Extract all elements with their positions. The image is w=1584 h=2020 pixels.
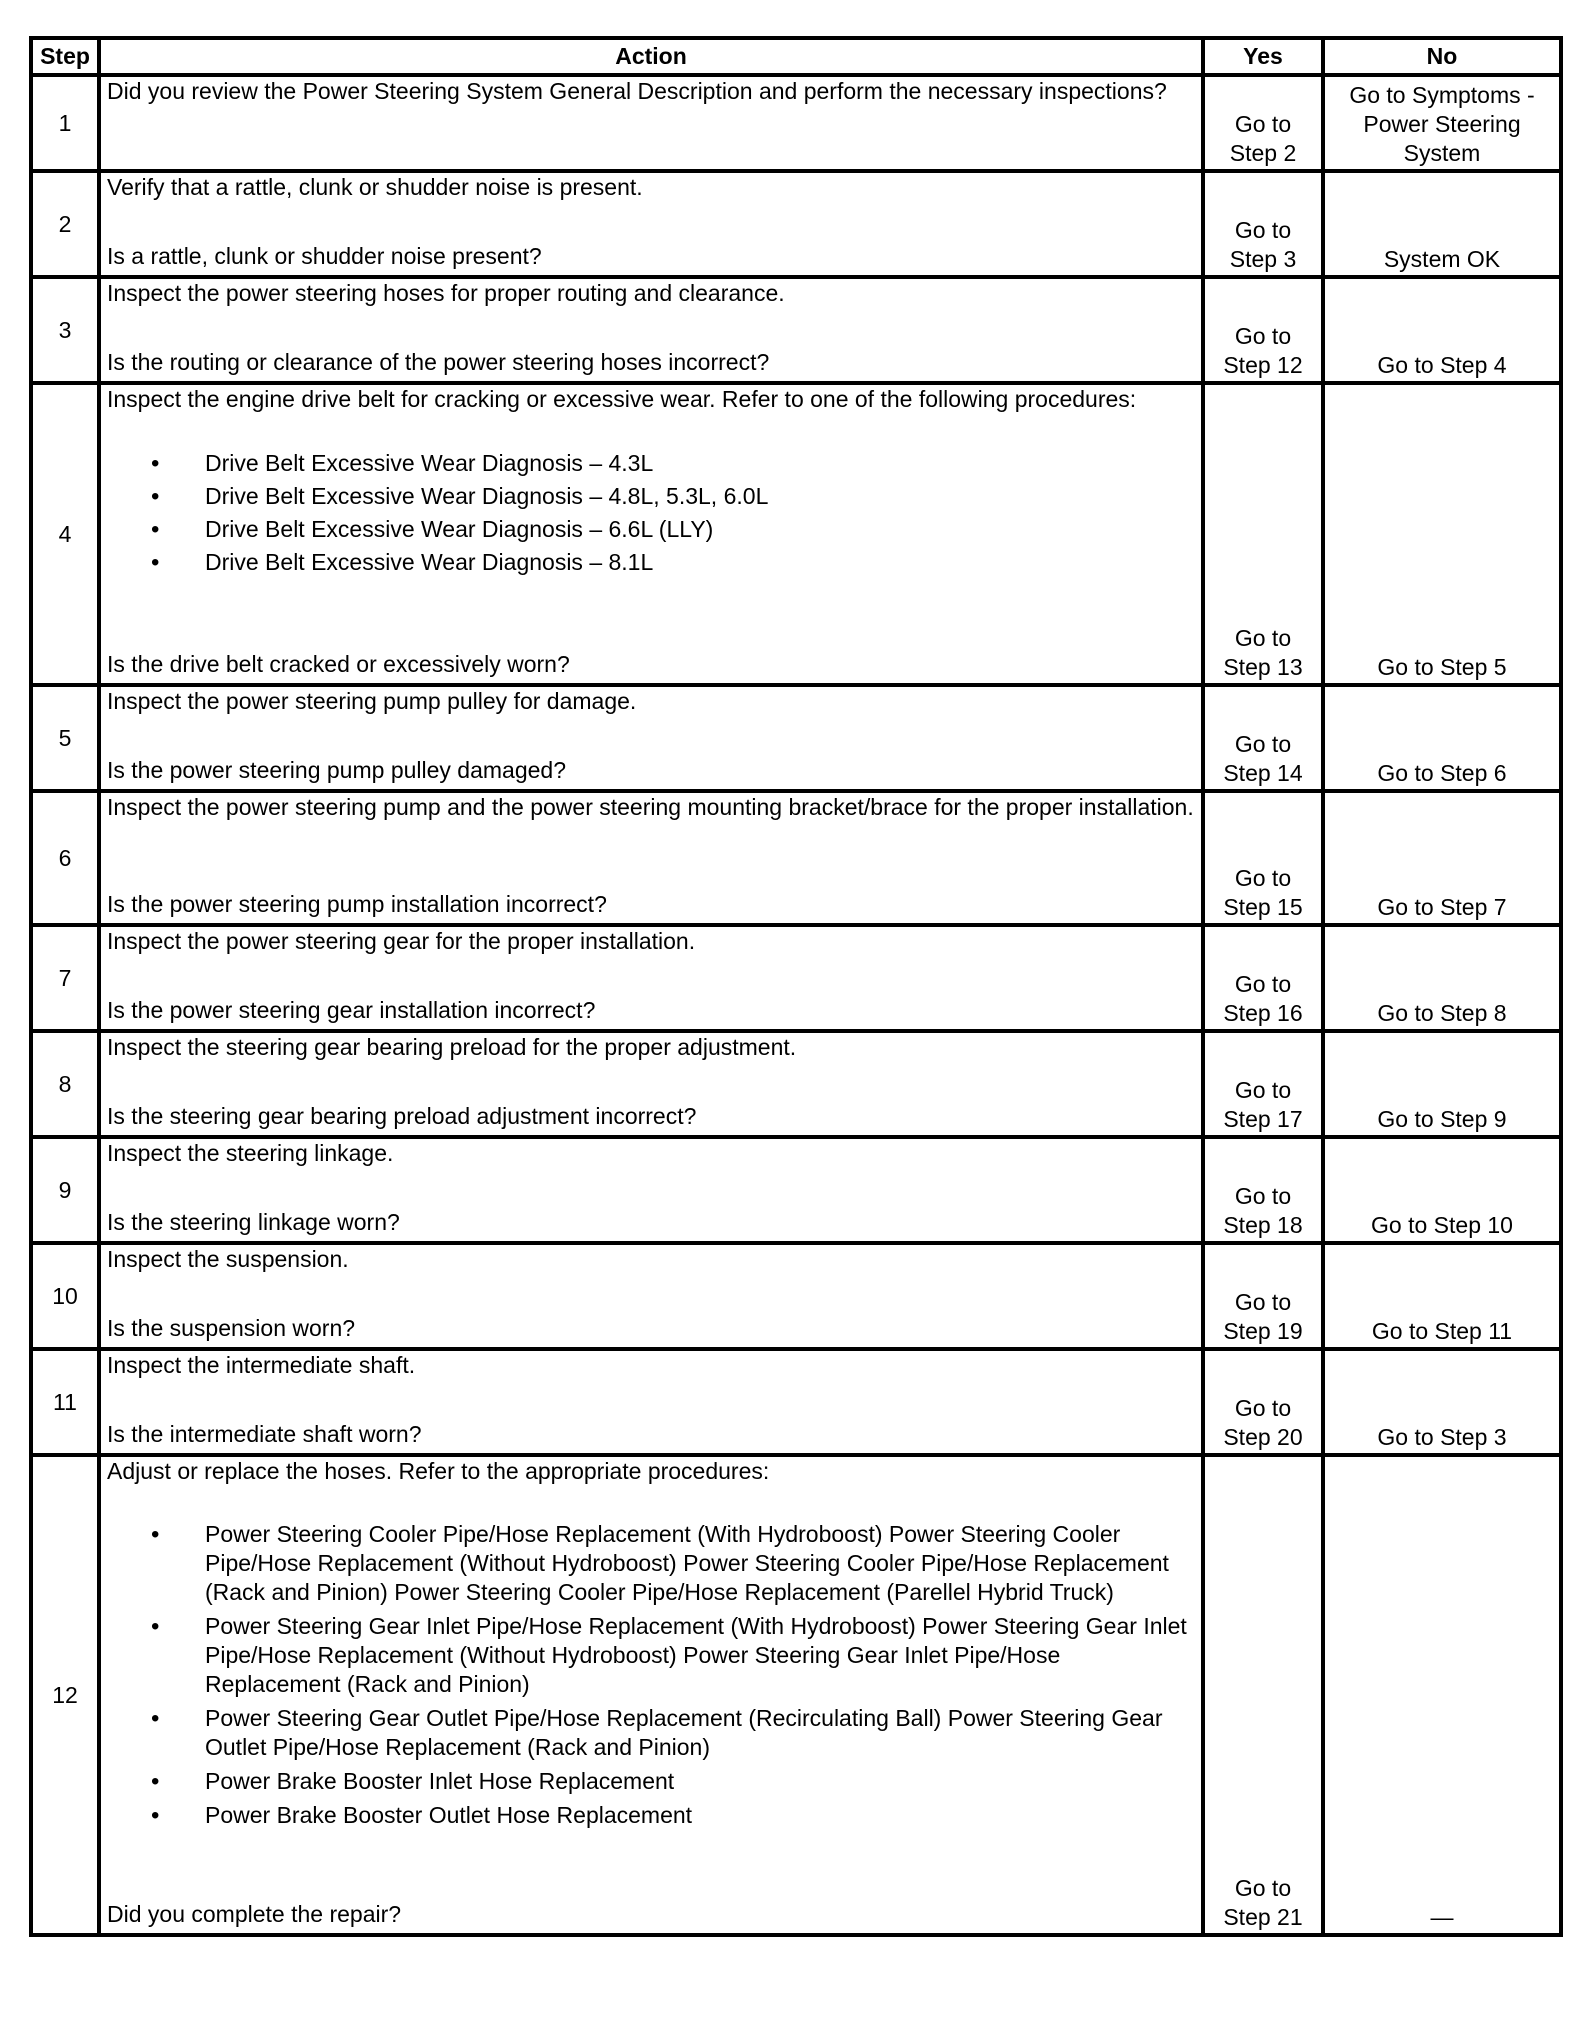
action-cell [99,1031,1203,1137]
action-question: Is the steering gear bearing preload adjustment incorrect? [107,1103,697,1129]
no-outcome-text: Go to Symptoms - Power Steering System [1349,82,1535,166]
table-row [31,383,1561,685]
no-outcome[interactable] [1323,1455,1561,1935]
no-outcome-text: Go to Step 5 [1377,654,1507,680]
header-step: Step [31,38,99,75]
yes-outcome[interactable] [1203,383,1323,685]
procedure-list [107,1520,1201,1830]
action-cell [99,791,1203,925]
action-instruction: Inspect the suspension. [107,1246,349,1272]
yes-outcome[interactable] [1203,75,1323,171]
table-row [31,277,1561,383]
no-outcome[interactable] [1323,1349,1561,1455]
no-outcome-text: Go to Step 8 [1377,1000,1507,1026]
table-row [31,1243,1561,1349]
action-instruction: Inspect the power steering gear for the proper installation. [107,928,696,954]
no-outcome[interactable] [1323,1031,1561,1137]
yes-outcome-text: Go to Step 16 [1223,971,1303,1026]
no-outcome[interactable] [1323,1137,1561,1243]
header-row [31,38,1561,75]
header-action: Action [99,38,1203,75]
action-question: Is the intermediate shaft worn? [107,1421,422,1447]
no-outcome[interactable] [1323,791,1561,925]
no-outcome-text: Go to Step 9 [1377,1106,1507,1132]
action-question: Is the routing or clearance of the power steering hoses incorrect? [107,349,770,375]
yes-outcome-text: Go to Step 18 [1223,1183,1303,1238]
action-cell [99,1349,1203,1455]
yes-outcome[interactable] [1203,1349,1323,1455]
action-cell [99,925,1203,1031]
step-number: 3 [31,277,99,383]
yes-outcome[interactable] [1203,1455,1323,1935]
table-row [31,685,1561,791]
no-outcome[interactable] [1323,685,1561,791]
action-instruction: Inspect the power steering pump and the power steering mounting bracket/brace for the proper installation. [107,794,1194,820]
table-row [31,1455,1561,1935]
yes-outcome-text: Go to Step 20 [1223,1395,1303,1450]
step-number: 12 [31,1455,99,1935]
no-outcome[interactable] [1323,925,1561,1031]
yes-outcome-text: Go to Step 15 [1223,865,1303,920]
table-row [31,925,1561,1031]
action-cell [99,685,1203,791]
action-instruction: Inspect the intermediate shaft. [107,1352,416,1378]
step-number: 6 [31,791,99,925]
procedure-link[interactable]: • Power Brake Booster Outlet Hose Replacement [177,1801,1201,1830]
yes-outcome[interactable] [1203,925,1323,1031]
action-cell [99,1243,1203,1349]
table-row [31,791,1561,925]
procedure-link[interactable]: • Drive Belt Excessive Wear Diagnosis – 6.6L (LLY) [177,515,1201,544]
yes-outcome[interactable] [1203,1031,1323,1137]
action-cell [99,1137,1203,1243]
yes-outcome-text: Go to Step 2 [1229,111,1297,166]
no-outcome-text: Go to Step 10 [1371,1212,1513,1238]
step-number: 5 [31,685,99,791]
action-cell [99,277,1203,383]
action-instruction: Did you review the Power Steering System General Description and perform the necessary inspections? [107,78,1167,104]
procedure-link[interactable]: • Power Steering Gear Outlet Pipe/Hose Replacement (Recirculating Ball) Power Steering Gear Outlet Pipe/Hose Replacement (Rack and Pinion) [177,1704,1201,1762]
step-number: 4 [31,383,99,685]
header-yes: Yes [1203,38,1323,75]
procedure-link[interactable]: • Power Steering Gear Inlet Pipe/Hose Replacement (With Hydroboost) Power Steering Gear Inlet Pipe/Hose Replacement (Without Hydroboost) Power Steering Gear Inlet Pipe/Hose Replacement (Rack and Pinion) [177,1612,1201,1699]
action-question: Is the drive belt cracked or excessively worn? [107,651,570,677]
yes-outcome-text: Go to Step 3 [1229,217,1297,272]
action-cell [99,171,1203,277]
no-outcome-text: Go to Step 3 [1377,1424,1507,1450]
yes-outcome-text: Go to Step 19 [1223,1289,1303,1344]
action-cell [99,383,1203,685]
diagnostic-table-page [29,36,1559,1937]
action-question: Is the suspension worn? [107,1315,356,1341]
yes-outcome[interactable] [1203,685,1323,791]
action-cell [99,75,1203,171]
table-body [31,75,1561,1935]
procedure-link[interactable]: • Power Brake Booster Inlet Hose Replacement [177,1767,1201,1796]
action-instruction: Inspect the steering linkage. [107,1140,394,1166]
step-number: 8 [31,1031,99,1137]
step-number: 10 [31,1243,99,1349]
step-number: 9 [31,1137,99,1243]
action-question: Is the power steering pump installation incorrect? [107,891,607,917]
action-question: Did you complete the repair? [107,1901,402,1927]
yes-outcome-text: Go to Step 21 [1223,1875,1303,1930]
step-number: 2 [31,171,99,277]
no-outcome-text: Go to Step 11 [1371,1318,1513,1344]
table-row [31,1349,1561,1455]
procedure-link[interactable]: • Power Steering Cooler Pipe/Hose Replacement (With Hydroboost) Power Steering Cooler Pipe/Hose Replacement (Without Hydroboost) Power Steering Cooler Pipe/Hose Replacement (Rack and Pinion) Power Steering Cooler Pipe/Hose Replacement (Parellel Hybrid Truck) [177,1520,1201,1607]
step-number: 7 [31,925,99,1031]
action-question: Is a rattle, clunk or shudder noise present? [107,243,542,269]
step-number: 1 [31,75,99,171]
no-outcome[interactable] [1323,277,1561,383]
diagnostic-table [29,36,1563,1937]
table-row [31,1031,1561,1137]
header-no: No [1323,38,1561,75]
procedure-link[interactable]: • Drive Belt Excessive Wear Diagnosis – 4.3L [177,449,1201,478]
yes-outcome-text: Go to Step 12 [1223,323,1303,378]
no-outcome-text: Go to Step 4 [1377,352,1507,378]
action-instruction: Verify that a rattle, clunk or shudder noise is present. [107,174,643,200]
no-outcome[interactable] [1323,171,1561,277]
table-row [31,75,1561,171]
yes-outcome-text: Go to Step 14 [1223,731,1303,786]
action-instruction: Inspect the power steering hoses for proper routing and clearance. [107,280,785,306]
yes-outcome-text: Go to Step 13 [1223,625,1303,680]
yes-outcome-text: Go to Step 17 [1223,1077,1303,1132]
table-row [31,1137,1561,1243]
no-outcome-text: Go to Step 7 [1377,894,1507,920]
table-row [31,171,1561,277]
action-instruction: Adjust or replace the hoses. Refer to the appropriate procedures: [107,1458,770,1484]
no-outcome-text: — [1430,1904,1454,1930]
action-question: Is the steering linkage worn? [107,1209,400,1235]
action-cell [99,1455,1203,1935]
action-instruction: Inspect the power steering pump pulley for damage. [107,688,637,714]
no-outcome[interactable] [1323,1243,1561,1349]
no-outcome[interactable] [1323,383,1561,685]
action-instruction: Inspect the steering gear bearing preload for the proper adjustment. [107,1034,797,1060]
yes-outcome[interactable] [1203,1243,1323,1349]
no-outcome-text: Go to Step 6 [1377,760,1507,786]
procedure-link[interactable]: • Drive Belt Excessive Wear Diagnosis – 4.8L, 5.3L, 6.0L [177,482,1201,511]
procedure-list [107,449,1201,577]
yes-outcome[interactable] [1203,1137,1323,1243]
no-outcome-text: System OK [1383,246,1501,272]
no-outcome[interactable] [1323,75,1561,171]
action-instruction: Inspect the engine drive belt for cracking or excessive wear. Refer to one of the following procedures: [107,386,1137,412]
action-question: Is the power steering pump pulley damaged? [107,757,567,783]
yes-outcome[interactable] [1203,171,1323,277]
step-number: 11 [31,1349,99,1455]
yes-outcome[interactable] [1203,277,1323,383]
yes-outcome[interactable] [1203,791,1323,925]
action-question: Is the power steering gear installation incorrect? [107,997,596,1023]
procedure-link[interactable]: • Drive Belt Excessive Wear Diagnosis – 8.1L [177,548,1201,577]
